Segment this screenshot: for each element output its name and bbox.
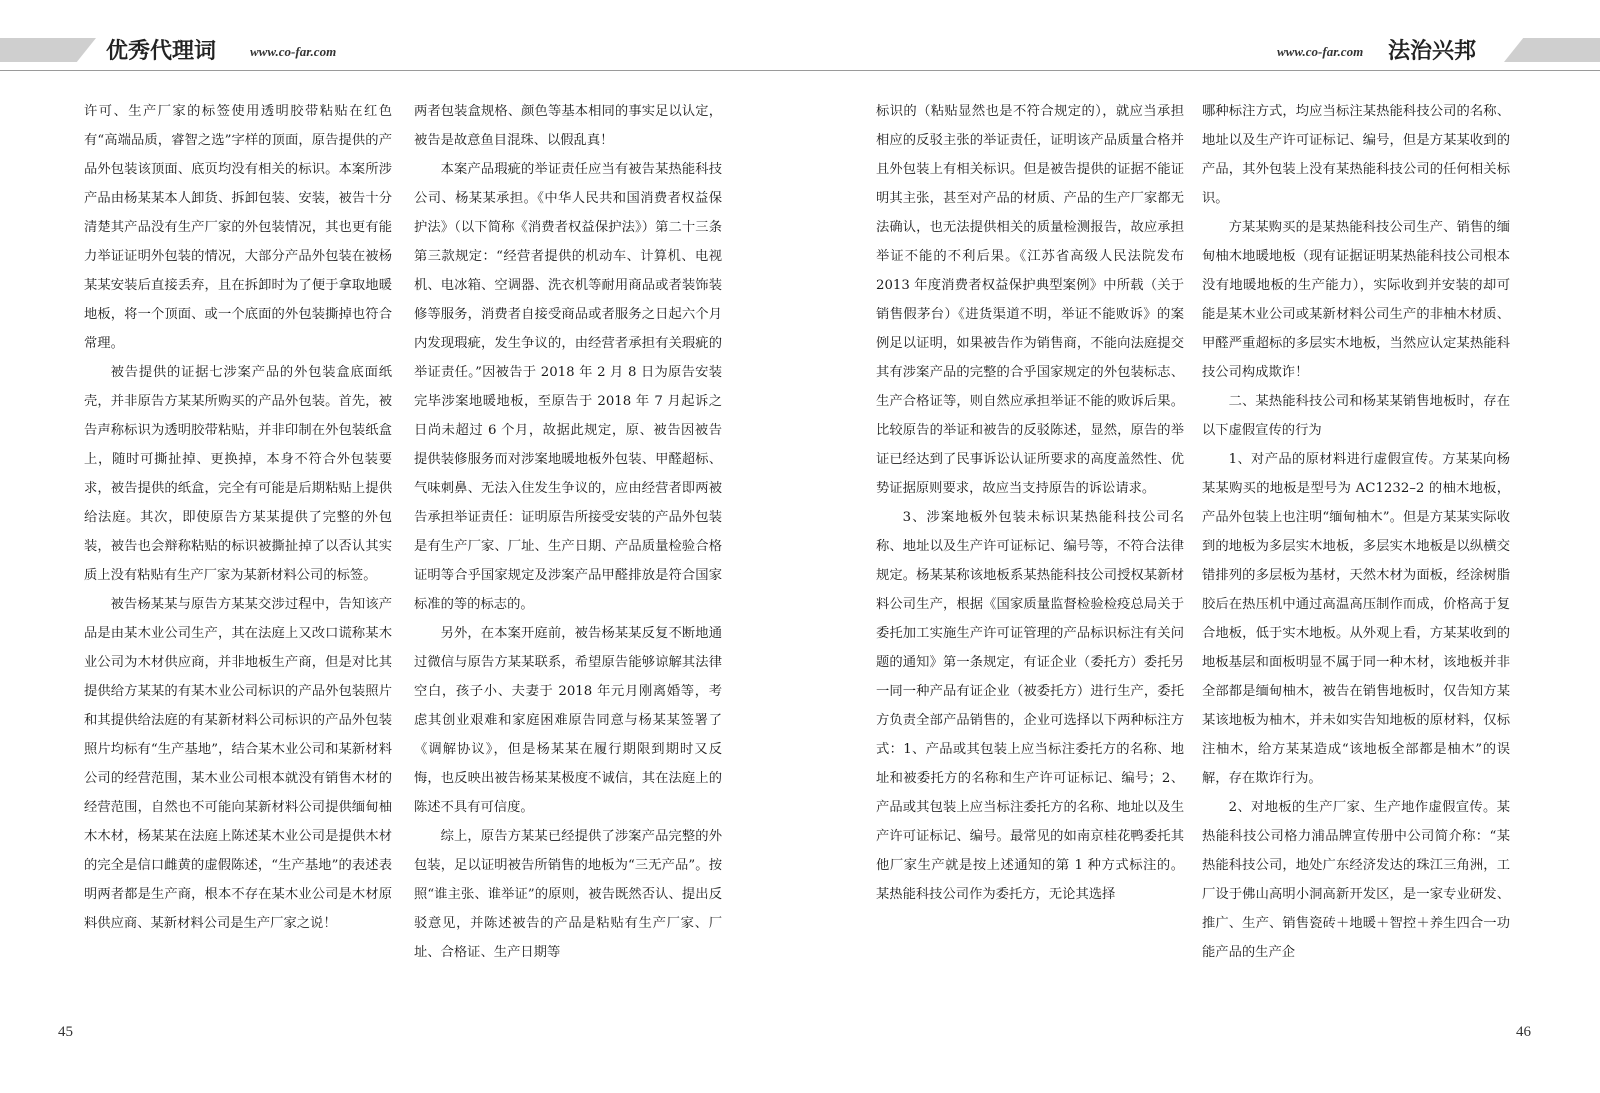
paragraph: 标识的（粘贴显然也是不符合规定的），就应当承担相应的反驳主张的举证责任，证明该产品质量合格并且外包装上有相关标识。但是被告提供的证据不能证明其主张，甚至对产品的材质、产品的生产厂家都无法确认，也无法提供相关的质量检测报告，故应承担举证不能的不利后果。《江苏省高级人民法院发布 2013 年度消费者权益保护典型案例》中所载（关于销售假茅台）《进货渠道不明，举证不能败诉》的案例足以证明，如果被告作为销售商，不能向法庭提交其有涉案产品的完整的合乎国家规定的外包装标志、生产合格证等，则自然应承担举证不能的败诉后果。比较原告的举证和被告的反驳陈述，显然，原告的举证已经达到了民事诉讼认证所要求的高度盖然性、优势证据原则要求，故应当支持原告的诉讼请求。	[876, 104, 1184, 496]
paragraph: 方某某购买的是某热能科技公司生产、销售的缅甸柚木地暖地板（现有证据证明某热能科技公司根本没有地暖地板的生产能力），实际收到并安装的却可能是某木业公司或某新材料公司生产的非柚木材质、甲醛严重超标的多层实木地板，当然应认定某热能科技公司构成欺诈！	[1202, 220, 1510, 380]
paragraph: 两者包装盒规格、颜色等基本相同的事实足以认定，被告是故意鱼目混珠、以假乱真！	[414, 104, 722, 148]
text-column-1	[84, 97, 392, 938]
text-column-2	[414, 97, 722, 967]
paragraph: 本案产品瑕疵的举证责任应当有被告某热能科技公司、杨某某承担。《中华人民共和国消费者权益保护法》（以下简称《消费者权益保护法》）第二十三条第三款规定：“经营者提供的机动车、计算机、电视机、电冰箱、空调器、洗衣机等耐用商品或者装饰装修等服务，消费者自接受商品或者服务之日起六个月内发现瑕疵，发生争议的，由经营者承担有关瑕疵的举证责任。”因被告于 2018 年 2 月 8 日为原告安装完毕涉案地暖地板，至原告于 2018 年 7 月起诉之日尚未超过 6 个月，故据此规定，原、被告因被告提供装修服务而对涉案地暖地板外包装、甲醛超标、气味刺鼻、无法入住发生争议的，应由经营者即两被告承担举证责任：证明原告所接受安装的产品外包装是有生产厂家、厂址、生产日期、产品质量检验合格证明等合乎国家规定及涉案产品甲醛排放是符合国家标准的等的标志的。	[414, 162, 722, 612]
paragraph: 二、某热能科技公司和杨某某销售地板时，存在以下虚假宣传的行为	[1202, 394, 1510, 438]
right-section-title: 法治兴邦	[1388, 39, 1477, 64]
left-header-url: www.co-far.com	[250, 44, 337, 59]
text-column-4	[1202, 97, 1510, 967]
page-number-right: 46	[1516, 1024, 1531, 1040]
header-decor-left	[0, 38, 96, 62]
left-section-title: 优秀代理词	[106, 39, 217, 64]
paragraph: 1、对产品的原材料进行虚假宣传。方某某向杨某某购买的地板是型号为 AC1232–2 的柚木地板，产品外包装上也注明“缅甸柚木”。但是方某某实际收到的地板为多层实木地板，多层实木地板是以纵横交错排列的多层板为基材，天然木材为面板，经涂树脂胶后在热压机中通过高温高压制作而成，价格高于复合地板，低于实木地板。从外观上看，方某某收到的地板基层和面板明显不属于同一种木材，该地板并非全部都是缅甸柚木，被告在销售地板时，仅告知方某某该地板为柚木，并未如实告知地板的原材料，仅标注柚木，给方某某造成“该地板全部都是柚木”的误解，存在欺诈行为。	[1202, 452, 1510, 786]
paragraph: 综上，原告方某某已经提供了涉案产品完整的外包装，足以证明被告所销售的地板为“三无产品”。按照“谁主张、谁举证”的原则，被告既然否认、提出反驳意见，并陈述被告的产品是粘贴有生产厂家、厂址、合格证、生产日期等	[414, 829, 722, 960]
page-number-left: 45	[58, 1024, 73, 1040]
text-column-3	[876, 97, 1184, 909]
header-rule	[0, 70, 1600, 71]
paragraph: 被告提供的证据七涉案产品的外包装盒底面纸壳，并非原告方某某所购买的产品外包装。首先，被告声称标识为透明胶带粘贴，并非印制在外包装纸盒上，随时可撕扯掉、更换掉，本身不符合外包装要求，被告提供的纸盒，完全有可能是后期粘贴上提供给法庭。其次，即使原告方某某提供了完整的外包装，被告也会辩称粘贴的标识被撕扯掉了以否认其实质上没有粘贴有生产厂家为某新材料公司的标签。	[84, 365, 392, 583]
paragraph: 许可、生产厂家的标签使用透明胶带粘贴在红色有“高端品质，睿智之选”字样的顶面，原告提供的产品外包装该顶面、底页均没有相关的标识。本案所涉产品由杨某某本人卸货、拆卸包装、安装，被告十分清楚其产品没有生产厂家的外包装情况，其也更有能力举证证明外包装的情况，大部分产品外包装在被杨某某安装后直接丢弃，且在拆卸时为了便于拿取地暖地板，将一个顶面、或一个底面的外包装撕掉也符合常理。	[84, 104, 392, 351]
paragraph: 另外，在本案开庭前，被告杨某某反复不断地通过微信与原告方某某联系，希望原告能够谅解其法律空白，孩子小、夫妻于 2018 年元月刚离婚等，考虑其创业艰难和家庭困难原告同意与杨某某签署了《调解协议》，但是杨某某在履行期限到期时又反悔，也反映出被告杨某某极度不诚信，其在法庭上的陈述不具有可信度。	[414, 626, 722, 815]
right-header-url: www.co-far.com	[1277, 44, 1364, 59]
header-decor-right	[1504, 38, 1600, 62]
paragraph: 被告杨某某与原告方某某交涉过程中，告知该产品是由某木业公司生产，其在法庭上又改口谎称某木业公司为木材供应商，并非地板生产商，但是对比其提供给方某某的有某木业公司标识的产品外包装照片和其提供给法庭的有某新材料公司标识的产品外包装照片均标有“生产基地”，结合某木业公司和某新材料公司的经营范围，某木业公司根本就没有销售木材的经营范围，自然也不可能向某新材料公司提供缅甸柚木木材，杨某某在法庭上陈述某木业公司是提供木材的完全是信口雌黄的虚假陈述，“生产基地”的表述表明两者都是生产商，根本不存在某木业公司是木材原料供应商、某新材料公司是生产厂家之说！	[84, 597, 392, 931]
paragraph: 哪种标注方式，均应当标注某热能科技公司的名称、地址以及生产许可证标记、编号，但是方某某收到的产品，其外包装上没有某热能科技公司的任何相关标识。	[1202, 104, 1510, 206]
paragraph: 3、涉案地板外包装未标识某热能科技公司名称、地址以及生产许可证标记、编号等，不符合法律规定。杨某某称该地板系某热能科技公司授权某新材料公司生产，根据《国家质量监督检验检疫总局关于委托加工实施生产许可证管理的产品标识标注有关问题的通知》第一条规定，有证企业（委托方）委托另一同一种产品有证企业（被委托方）进行生产，委托方负责全部产品销售的，企业可选择以下两种标注方式：1、产品或其包装上应当标注委托方的名称、地址和被委托方的名称和生产许可证标记、编号；2、产品或其包装上应当标注委托方的名称、地址以及生产许可证标记、编号。最常见的如南京桂花鸭委托其他厂家生产就是按上述通知的第 1 种方式标注的。某热能科技公司作为委托方，无论其选择	[876, 510, 1184, 902]
paragraph: 2、对地板的生产厂家、生产地作虚假宣传。某热能科技公司格力浦品牌宣传册中公司简介称：“某热能科技公司，地处广东经济发达的珠江三角洲，工厂设于佛山高明小洞高新开发区，是一家专业研发、推广、生产、销售瓷砖＋地暖＋智控＋养生四合一功能产品的生产企	[1202, 800, 1510, 960]
